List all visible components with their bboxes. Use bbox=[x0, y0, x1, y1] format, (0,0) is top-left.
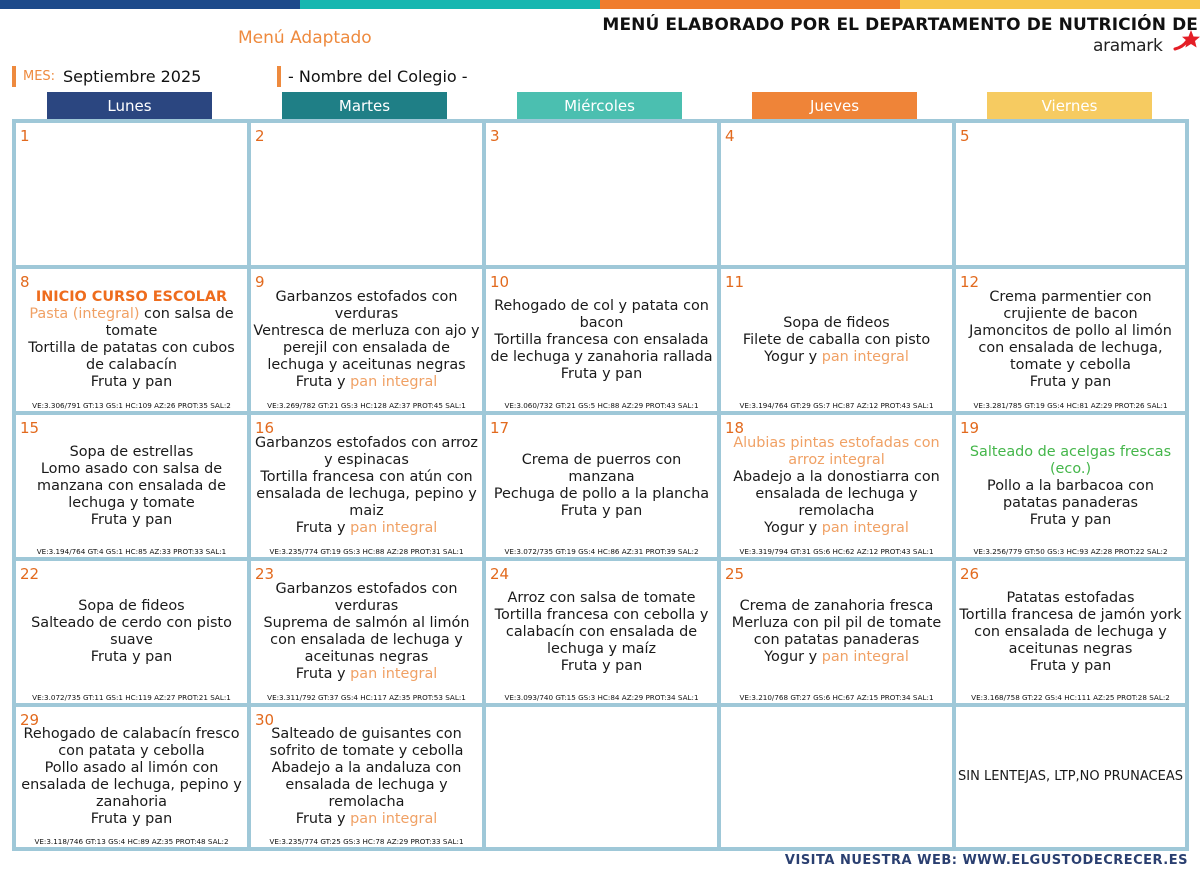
dish-text: Fruta y bbox=[295, 520, 351, 536]
dish-text: Jamoncitos de pollo al limón con ensalada de lechuga, tomate y cebolla bbox=[969, 323, 1172, 373]
dish-text: Sopa de fideos bbox=[78, 598, 185, 614]
menu-items bbox=[253, 137, 480, 251]
menu-dish bbox=[296, 666, 438, 683]
day-number: 30 bbox=[255, 711, 275, 729]
dish-text: Abadejo a la andaluza con ensalada de lechuga y remolacha bbox=[271, 760, 462, 810]
day-cell bbox=[954, 413, 1187, 559]
menu-items bbox=[18, 721, 245, 833]
menu-items bbox=[958, 283, 1183, 397]
dish-text: pan integral bbox=[350, 374, 438, 390]
dish-text: pan integral bbox=[821, 520, 909, 536]
menu-dish bbox=[253, 760, 480, 811]
menu-dish bbox=[723, 469, 950, 520]
dish-text: Tortilla francesa con cebolla y calabacín con ensalada de lechuga y maíz bbox=[494, 606, 709, 657]
day-cell bbox=[954, 559, 1187, 705]
weekday-header-jueves: Jueves bbox=[752, 92, 917, 120]
menu-dish bbox=[958, 444, 1183, 478]
day-cell bbox=[954, 705, 1187, 849]
top-bar-segment bbox=[0, 0, 300, 9]
dish-text: Salteado de acelgas frescas (eco.) bbox=[969, 443, 1172, 477]
dish-text: Fruta y pan bbox=[90, 374, 173, 390]
dish-text: INICIO CURSO ESCOLAR bbox=[35, 289, 228, 305]
dish-text: Abadejo a la donostiarra con ensalada de lechuga y remolacha bbox=[733, 469, 940, 519]
dish-text: Fruta y pan bbox=[560, 657, 643, 674]
menu-dish bbox=[723, 435, 950, 469]
dish-text: Arroz con salsa de tomate bbox=[507, 589, 696, 606]
menu-dish bbox=[488, 607, 715, 658]
menu-dish bbox=[958, 478, 1183, 512]
day-cell bbox=[484, 705, 719, 849]
day-number: 29 bbox=[20, 711, 40, 729]
dish-text: Ventresca de merluza con ajo y perejil con ensalada de lechuga y aceitunas negras bbox=[253, 323, 480, 373]
menu-dish bbox=[296, 520, 438, 537]
day-cell bbox=[484, 559, 719, 705]
day-number: 10 bbox=[490, 273, 510, 291]
month-field bbox=[12, 66, 263, 87]
day-number: 24 bbox=[490, 565, 510, 583]
dish-text: Garbanzos estofados con arroz y espinacas bbox=[255, 435, 478, 468]
menu-items bbox=[723, 429, 950, 543]
dish-text: pan integral bbox=[350, 811, 438, 827]
menu-items bbox=[958, 721, 1183, 833]
day-number: 3 bbox=[490, 127, 500, 145]
school-name: - Nombre del Colegio - bbox=[288, 67, 468, 86]
day-cell bbox=[249, 559, 484, 705]
menu-dish bbox=[91, 512, 172, 529]
menu-items bbox=[958, 137, 1183, 251]
menu-dish bbox=[296, 374, 438, 391]
nutrition-info: VE:3.194/764 GT:29 GS:7 HC:87 AZ:12 PROT:43 SAL:1 bbox=[739, 401, 934, 410]
dish-text: Crema parmentier con crujiente de bacon bbox=[989, 289, 1152, 322]
menu-dish bbox=[36, 289, 227, 306]
dish-text: Lomo asado con salsa de manzana con ensalada de lechuga y tomate bbox=[37, 460, 226, 511]
dish-text: Pasta (integral) bbox=[29, 306, 140, 322]
day-cell bbox=[484, 267, 719, 413]
menu-items bbox=[18, 575, 245, 689]
dish-text: Suprema de salmón al limón con ensalada de lechuga y aceitunas negras bbox=[263, 615, 470, 665]
dish-text: pan integral bbox=[350, 666, 438, 682]
dish-text: Fruta y bbox=[295, 811, 351, 827]
nutrition-info: VE:3.319/794 GT:31 GS:6 HC:62 AZ:12 PROT:43 SAL:1 bbox=[739, 547, 934, 556]
day-cell bbox=[249, 121, 484, 267]
menu-items bbox=[488, 429, 715, 543]
menu-dish bbox=[18, 760, 245, 811]
menu-dish bbox=[508, 590, 696, 607]
day-number: 15 bbox=[20, 419, 40, 437]
dish-text: Salteado de guisantes con sofrito de tomate y cebolla bbox=[269, 726, 464, 759]
day-number: 8 bbox=[20, 273, 30, 291]
dish-text: Tortilla francesa con ensalada de lechuga y zanahoria rallada bbox=[490, 331, 713, 365]
dish-text: Rehogado de calabacín fresco con patata y cebolla bbox=[23, 726, 240, 759]
dish-text: Salteado de cerdo con pisto suave bbox=[31, 615, 232, 648]
day-number: 25 bbox=[725, 565, 745, 583]
dish-text: con salsa de tomate bbox=[105, 306, 234, 339]
nutrition-info: VE:3.072/735 GT:19 GS:4 HC:86 AZ:31 PROT:39 SAL:2 bbox=[504, 547, 699, 556]
menu-dish bbox=[958, 289, 1183, 323]
menu-dish bbox=[764, 649, 909, 666]
day-number: 23 bbox=[255, 565, 275, 583]
day-number: 18 bbox=[725, 419, 745, 437]
menu-dish bbox=[18, 306, 245, 340]
website-footer: VISITA NUESTRA WEB: WWW.ELGUSTODECRECER.ES bbox=[784, 853, 1188, 868]
day-cell bbox=[249, 413, 484, 559]
dish-text: Fruta y pan bbox=[90, 811, 173, 827]
menu-dish bbox=[958, 607, 1183, 658]
nutrition-info: VE:3.210/768 GT:27 GS:6 HC:67 AZ:15 PROT:34 SAL:1 bbox=[739, 693, 934, 702]
menu-items bbox=[723, 721, 950, 833]
menu-items bbox=[488, 575, 715, 689]
logo-wordmark: aramark bbox=[1093, 36, 1163, 56]
menu-dish bbox=[18, 340, 245, 374]
menu-dish bbox=[561, 366, 642, 383]
day-cell bbox=[719, 559, 954, 705]
menu-calendar-grid bbox=[12, 119, 1189, 851]
day-number: 16 bbox=[255, 419, 275, 437]
dish-text: Garbanzos estofados con verduras bbox=[275, 289, 458, 322]
dish-text: Crema de puerros con manzana bbox=[521, 452, 682, 485]
menu-items bbox=[253, 429, 480, 543]
nutrition-info: VE:3.194/764 GT:4 GS:1 HC:85 AZ:33 PROT:33 SAL:1 bbox=[36, 547, 227, 556]
day-number: 17 bbox=[490, 419, 510, 437]
menu-items bbox=[253, 721, 480, 833]
menu-dish bbox=[1030, 512, 1111, 529]
month-value: Septiembre 2025 bbox=[63, 67, 202, 86]
nutrition-info: VE:3.311/792 GT:37 GS:4 HC:117 AZ:35 PROT:53 SAL:1 bbox=[267, 693, 466, 702]
menu-items bbox=[958, 429, 1183, 543]
menu-dish bbox=[91, 811, 172, 828]
menu-dish bbox=[783, 315, 889, 332]
dish-text: Yogur y bbox=[764, 520, 822, 536]
dish-text: pan integral bbox=[821, 649, 909, 665]
day-number: 12 bbox=[960, 273, 980, 291]
dish-text: Patatas estofadas bbox=[1006, 589, 1135, 606]
day-number: 26 bbox=[960, 565, 980, 583]
nutrition-info: VE:3.256/779 GT:50 GS:3 HC:93 AZ:28 PROT:22 SAL:2 bbox=[973, 547, 1168, 556]
menu-dish bbox=[296, 811, 438, 828]
menu-dish bbox=[764, 520, 909, 537]
allergy-note: SIN LENTEJAS, LTP,NO PRUNACEAS bbox=[958, 769, 1183, 784]
day-number: 19 bbox=[960, 419, 980, 437]
dish-text: Pollo a la barbacoa con patatas panaderas bbox=[987, 477, 1154, 511]
menu-dish bbox=[740, 598, 934, 615]
dish-text: Garbanzos estofados con verduras bbox=[275, 581, 458, 614]
day-cell bbox=[14, 267, 249, 413]
menu-items bbox=[18, 283, 245, 397]
day-number: 4 bbox=[725, 127, 735, 145]
dish-text: Rehogado de col y patata con bacon bbox=[494, 297, 709, 331]
dish-text: Sopa de fideos bbox=[783, 314, 890, 331]
menu-dish bbox=[1030, 374, 1111, 391]
dish-text: Fruta y pan bbox=[1029, 374, 1112, 390]
menu-items bbox=[488, 137, 715, 251]
weekday-header-martes: Martes bbox=[282, 92, 447, 120]
menu-dish bbox=[958, 323, 1183, 374]
menu-dish bbox=[253, 435, 480, 469]
nutrition-info: VE:3.168/758 GT:22 GS:4 HC:111 AZ:25 PROT:28 SAL:2 bbox=[971, 693, 1170, 702]
weekday-header-viernes: Viernes bbox=[987, 92, 1152, 120]
day-cell bbox=[14, 559, 249, 705]
menu-dish bbox=[253, 323, 480, 374]
day-number: 22 bbox=[20, 565, 40, 583]
menu-items bbox=[488, 721, 715, 833]
day-cell bbox=[14, 705, 249, 849]
dish-text: Fruta y pan bbox=[560, 503, 643, 519]
top-bar-segment bbox=[600, 0, 900, 9]
top-color-bar bbox=[0, 0, 1200, 9]
dish-text: Fruta y pan bbox=[90, 649, 173, 665]
dish-text: Fruta y pan bbox=[1029, 657, 1112, 674]
day-cell bbox=[249, 705, 484, 849]
day-cell bbox=[719, 121, 954, 267]
nutrition-info: VE:3.060/732 GT:21 GS:5 HC:88 AZ:29 PROT:43 SAL:1 bbox=[504, 401, 699, 410]
day-cell bbox=[719, 705, 954, 849]
nutrition-info: VE:3.269/782 GT:21 GS:3 HC:128 AZ:37 PROT:45 SAL:1 bbox=[267, 401, 466, 410]
dish-text: Yogur y bbox=[764, 649, 822, 665]
nutrition-info: VE:3.235/774 GT:19 GS:3 HC:88 AZ:28 PROT:31 SAL:1 bbox=[269, 547, 464, 556]
day-number: 2 bbox=[255, 127, 265, 145]
day-number: 5 bbox=[960, 127, 970, 145]
day-cell bbox=[954, 121, 1187, 267]
menu-dish bbox=[743, 332, 930, 349]
day-number: 1 bbox=[20, 127, 30, 145]
dish-text: Tortilla francesa con atún con ensalada de lechuga, pepino y maiz bbox=[256, 469, 477, 519]
menu-dish bbox=[488, 452, 715, 486]
menu-items bbox=[958, 575, 1183, 689]
top-bar-segment bbox=[300, 0, 600, 9]
dish-text: pan integral bbox=[821, 348, 909, 365]
menu-dish bbox=[18, 615, 245, 649]
menu-dish bbox=[488, 298, 715, 332]
nutrition-info: VE:3.306/791 GT:13 GS:1 HC:109 AZ:26 PROT:35 SAL:2 bbox=[32, 401, 231, 410]
menu-dish bbox=[561, 503, 642, 520]
dish-text: Crema de zanahoria fresca bbox=[739, 598, 934, 614]
dish-text: Fruta y bbox=[295, 374, 351, 390]
aramark-logo bbox=[1093, 32, 1197, 58]
menu-dish bbox=[91, 649, 172, 666]
menu-items bbox=[488, 283, 715, 397]
menu-items bbox=[18, 137, 245, 251]
school-field bbox=[277, 66, 1188, 87]
menu-dish bbox=[253, 726, 480, 760]
day-number: 11 bbox=[725, 273, 745, 291]
menu-dish bbox=[1007, 590, 1135, 607]
menu-subtitle: Menú Adaptado bbox=[238, 28, 372, 48]
dish-text: Fruta y pan bbox=[1029, 511, 1112, 528]
menu-dish bbox=[18, 726, 245, 760]
dish-text: Fruta y pan bbox=[90, 511, 173, 528]
dish-text: Pechuga de pollo a la plancha bbox=[493, 486, 710, 502]
dish-text: Merluza con pil pil de tomate con patatas panaderas bbox=[731, 615, 942, 648]
day-cell bbox=[484, 121, 719, 267]
menu-items bbox=[253, 283, 480, 397]
menu-items bbox=[723, 137, 950, 251]
dish-text: Fruta y bbox=[295, 666, 351, 682]
nutrition-info: VE:3.281/785 GT:19 GS:4 HC:81 AZ:29 PROT:26 SAL:1 bbox=[973, 401, 1168, 410]
star-icon bbox=[1161, 29, 1200, 59]
menu-dish bbox=[1030, 658, 1111, 675]
dish-text: Alubias pintas estofadas con arroz integral bbox=[733, 435, 940, 468]
menu-dish bbox=[70, 444, 194, 461]
menu-items bbox=[723, 575, 950, 689]
day-cell bbox=[14, 413, 249, 559]
day-number: 9 bbox=[255, 273, 265, 291]
menu-dish bbox=[723, 615, 950, 649]
menu-items bbox=[723, 283, 950, 397]
menu-dish bbox=[253, 289, 480, 323]
menu-dish bbox=[253, 581, 480, 615]
menu-dish bbox=[764, 349, 909, 366]
menu-dish bbox=[494, 486, 709, 503]
day-cell bbox=[14, 121, 249, 267]
nutrition-info: VE:3.093/740 GT:15 GS:3 HC:84 AZ:29 PROT:34 SAL:1 bbox=[504, 693, 699, 702]
top-bar-segment bbox=[900, 0, 1200, 9]
nutrition-info: VE:3.235/774 GT:25 GS:3 HC:78 AZ:29 PROT:33 SAL:1 bbox=[269, 837, 464, 846]
dish-text: Pollo asado al limón con ensalada de lechuga, pepino y zanahoria bbox=[21, 760, 242, 810]
day-cell bbox=[484, 413, 719, 559]
day-cell bbox=[954, 267, 1187, 413]
menu-dish bbox=[253, 469, 480, 520]
dish-text: Tortilla de patatas con cubos de calabacín bbox=[28, 340, 235, 373]
dish-text: Tortilla francesa de jamón york con ensalada de lechuga y aceitunas negras bbox=[959, 606, 1182, 657]
nutrition-info: VE:3.118/746 GT:13 GS:4 HC:89 AZ:35 PROT:48 SAL:2 bbox=[34, 837, 229, 846]
page-title: MENÚ ELABORADO POR EL DEPARTAMENTO DE NUTRICIÓN DE bbox=[602, 15, 1198, 35]
dish-text: pan integral bbox=[350, 520, 438, 536]
dish-text: Fruta y pan bbox=[560, 365, 643, 382]
dish-text: Yogur y bbox=[764, 348, 822, 365]
menu-dish bbox=[488, 332, 715, 366]
dish-text: Filete de caballa con pisto bbox=[742, 331, 931, 348]
menu-dish bbox=[18, 461, 245, 512]
day-cell bbox=[719, 267, 954, 413]
dish-text: Sopa de estrellas bbox=[69, 443, 194, 460]
day-cell bbox=[719, 413, 954, 559]
month-label: MES: bbox=[23, 69, 56, 84]
day-cell bbox=[249, 267, 484, 413]
menu-dish bbox=[91, 374, 172, 391]
nutrition-info: VE:3.072/735 GT:11 GS:1 HC:119 AZ:27 PROT:21 SAL:1 bbox=[32, 693, 231, 702]
menu-items bbox=[253, 575, 480, 689]
menu-items bbox=[18, 429, 245, 543]
menu-dish bbox=[253, 615, 480, 666]
menu-dish bbox=[78, 598, 184, 615]
menu-dish bbox=[561, 658, 642, 675]
weekday-header-lunes: Lunes bbox=[47, 92, 212, 120]
weekday-header-miércoles: Miércoles bbox=[517, 92, 682, 120]
